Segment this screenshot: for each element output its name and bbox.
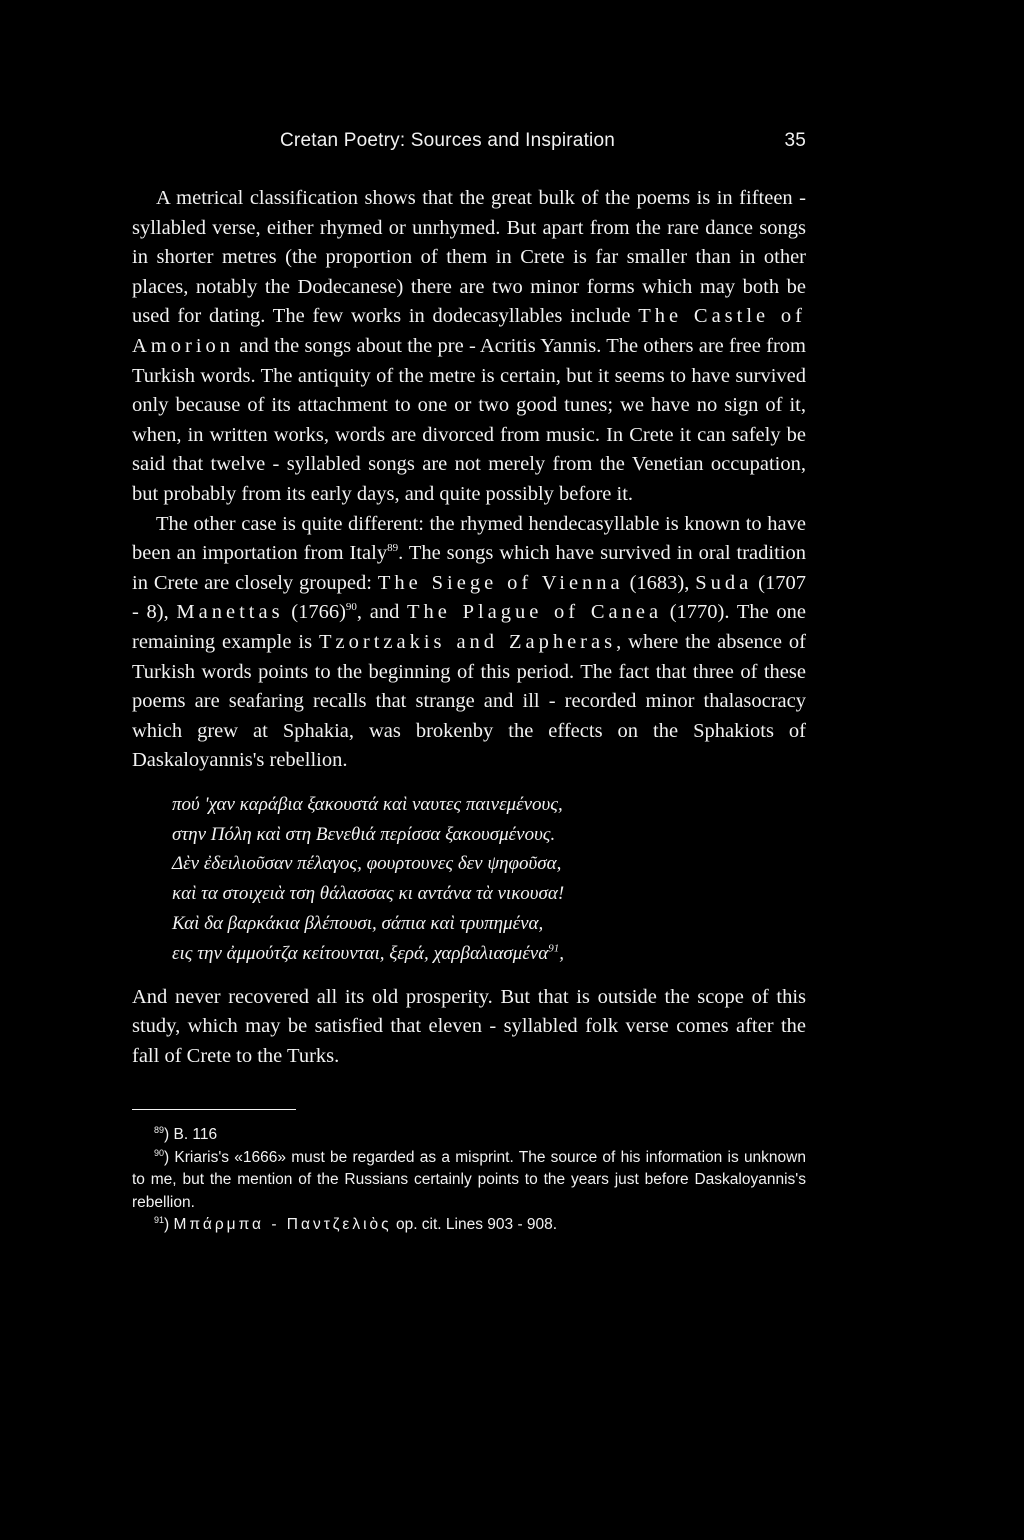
footnote-91-text: op. cit. Lines 903 - 908. (391, 1216, 558, 1234)
footnote-ref-91: 91 (548, 942, 560, 955)
verse-line-6-end: , (559, 942, 564, 964)
footnotes (132, 1124, 806, 1237)
title-manettas: Manettas (176, 601, 284, 624)
paragraph-2-text-f: , and (356, 601, 408, 624)
paragraph-2-text-b: . The songs which have survived in oral tradition in Crete are closely grouped: (132, 542, 806, 594)
paragraph-3: And never recovered all its old prosperity. But that is outside the scope of this study, which may be satisfied that eleven - syllabled folk verse comes after the fall of Crete to the Turks. (132, 985, 806, 1067)
verse-line-5: Καὶ δα βαρκάκια βλέπουσι, σάπια καὶ τρυπημένα, (172, 913, 544, 935)
footnote-89-mark: 89 (154, 1125, 165, 1136)
footnote-89-text: ) B. 116 (164, 1126, 218, 1144)
verse-line-2: στην Πόλη καὶ στη Βενεθιά περίσσα ξακουσμένους. (172, 823, 556, 845)
paragraph-2-text-e: (1766) (283, 601, 346, 624)
footnote-90 (132, 1147, 806, 1215)
paragraph-1-text-c: and the songs about the pre - Acritis Yannis. The others are free from Turkish words. The antiquity of the metre is certain, but it seems to have survived only because of its attachment to one or two good tunes; we have no sign of it, when, in written works, words are divorced from music. In Crete it can safely be said that twelve - syllabled songs are not merely from the Venetian occupation, but probably from its early days, and quite possibly before it. (132, 334, 806, 505)
verse-line-6 (172, 939, 806, 969)
book-page (132, 128, 806, 1237)
title-tzortzakis-and-zapheras: Tzortzakis and Zapheras (319, 630, 617, 653)
footnote-separator (132, 1109, 296, 1110)
title-siege-of-vienna: The Siege of Vienna (377, 571, 624, 594)
footnote-ref-89: 89 (387, 542, 399, 555)
paragraph-2-text-g: (1770). The one remaining example is (132, 601, 806, 653)
verse-line-3: Δὲν ἐδειλιοῦσαν πέλαγος, φουρτουνες δεν ψηφοῦσα, (172, 853, 562, 875)
title-suda: Suda (695, 571, 753, 594)
verse-line-6-text: εις την ἀμμούτζα κείτουνται, ξερά, χαρβαλιασμένα (172, 942, 549, 964)
verse-line-4: καὶ τα στοιχειὰ τση θάλασσας κι αντάνα τὰ νικουσα! (172, 883, 565, 905)
paragraph-2-text-h: , where the absence of Turkish words points to the beginning of this period. The fact that three of these poems are seafaring recalls that strange and ill - recorded minor thalasocracy which grew at Sphakia, was brokenby the effects on the Sphakiots of Daskaloyannis's rebellion. (132, 630, 806, 772)
page-number: 35 (784, 130, 806, 151)
paragraph-2-text-c: (1683), (623, 571, 696, 594)
paragraph-2-text-d: (1707 - 8), (132, 571, 806, 624)
footnote-91 (132, 1214, 806, 1237)
title-plague-of-canea: The Plague of Canea (407, 601, 663, 624)
footnote-90-text: ) Kriaris's «1666» must be regarded as a misprint. The source of his information is unknown to me, but the mention of the Russians certainly points to the years just before Daskaloyannis's rebellion. (132, 1148, 806, 1211)
paragraph-1 (132, 184, 806, 510)
running-header (132, 128, 806, 158)
title-castle-of-amorion: The Castle of Amorion (132, 305, 806, 357)
paragraph-1-text-a: A metrical classification shows that the great bulk of the poems is in fifteen - syllabled verse, either rhymed or unrhymed. But apart from the rare dance songs in shorter metres (the proportion of them in Crete is far smaller than in other places, notably the Dodecanese) there are two minor forms which may both be used for dating. The few works in dodecasyllables include (132, 187, 806, 328)
verse-line-1: πού 'χαν καράβια ξακουστά καὶ ναυτες παινεμένους, (172, 793, 563, 815)
greek-verse-quotation (172, 790, 806, 969)
paragraph-2-text-a: The other case is quite different: the rhymed hendecasyllable is known to have been an importation from Italy (132, 512, 806, 565)
body-text (132, 184, 806, 1071)
footnote-89 (132, 1124, 806, 1147)
footnote-91-mark: 91 (154, 1215, 165, 1226)
paragraph-2 (132, 510, 806, 776)
footnote-91-source-name: Μπάρμπα - Παντζελιὸς (173, 1216, 392, 1234)
running-title: Cretan Poetry: Sources and Inspiration (280, 130, 615, 151)
footnote-91-paren: ) (164, 1216, 174, 1234)
footnote-ref-90: 90 (345, 601, 357, 614)
footnote-90-mark: 90 (154, 1147, 165, 1158)
